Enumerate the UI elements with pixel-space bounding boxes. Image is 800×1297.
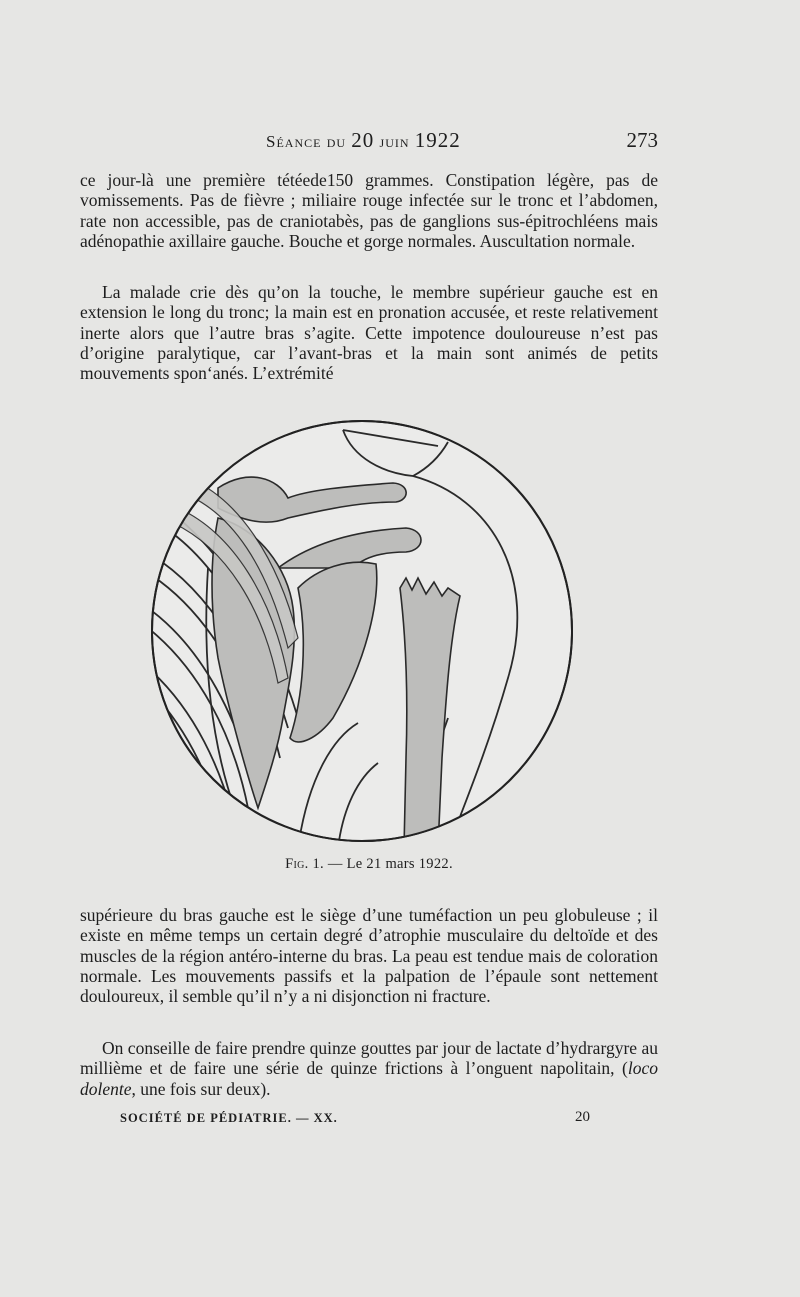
paragraph-4-text-before: On conseille de faire prendre quinze gouttes par jour de lactate d’hydrargyre au millième et de faire une série de quinze frictions à l’onguent napolitain, ( [80,1038,658,1079]
paragraph-4-italic: loco dolente [80,1058,658,1099]
page-number: 273 [626,128,658,152]
paragraph-4 [80,1038,658,1099]
paragraph-2 [80,282,658,383]
footer-society: SOCIÉTÉ DE PÉDIATRIE. — XX. [120,1111,338,1125]
figure-caption-text: — Le 21 mars 1922. [323,856,453,872]
figure-caption [80,856,658,873]
running-title-pre: Séance du [266,132,352,151]
page-header [80,128,658,158]
paragraph-2-text: La malade crie dès qu’on la touche, le membre supérieur gauche est en extension le long du tronc; la main est en pronation accusée, et reste relativement inerte alors que l’autre bras s’agite. Cette impotence douloureuse n’est pas d’origine paralytique, car l’avant-bras et la main sont animés de petits mouvements spon‘anés. L’extrémité [80,282,658,384]
shoulder-xray-drawing [148,418,576,844]
running-title-year: 1922 [414,128,461,152]
footer-signature-number: 20 [575,1109,590,1125]
paragraph-1: ce jour-là une première tétéede150 grammes. Constipation légère, pas de vomissements. Pas de fièvre ; miliaire rouge infectée sur le tronc et l’abdomen, rate non accessible, pas de craniotabès, pas de ganglions sus-épitrochléens mais adénopathie axillaire gauche. Bouche et gorge normales. Auscultation normale. [80,170,658,251]
paragraph-3: supérieure du bras gauche est le siège d’une tuméfaction un peu globuleuse ; il existe en même temps un certain degré d’atrophie musculaire du deltoïde et des muscles de la région antéro-interne du bras. La peau est tendue mais de coloration normale. Les mouvements passifs et la palpation de l’épaule sont nettement douloureux, il semble qu’il n’y a ni disjonction ni fracture. [80,905,658,1007]
running-title-day: 20 [351,128,375,152]
paragraph-4-text-after: , une fois sur deux). [131,1078,271,1099]
figure-label: Fig. 1. [285,856,324,872]
running-title-month: juin [374,132,415,151]
running-title [266,128,461,153]
shoulder-radiograph-figure [148,418,576,844]
